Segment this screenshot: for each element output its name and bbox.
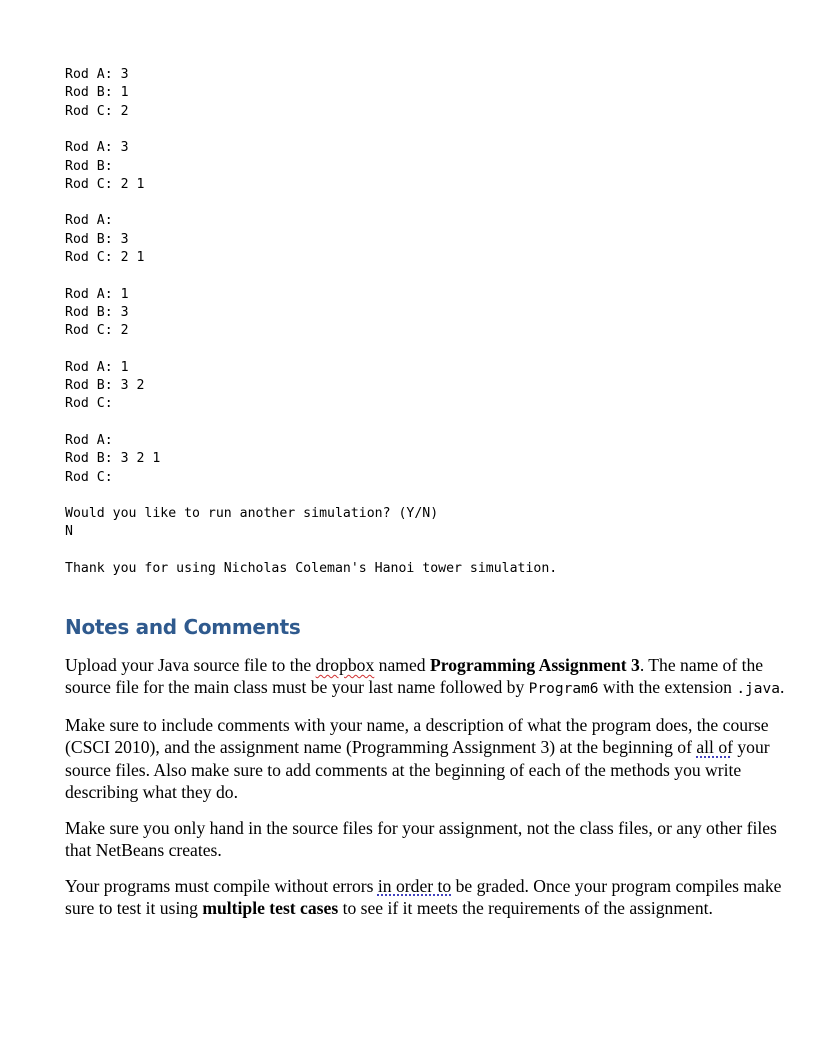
output-line: Rod A: — [65, 432, 113, 448]
output-line: Rod B: 3 2 — [65, 378, 145, 394]
output-line: Rod C: 2 1 — [65, 250, 145, 266]
compile-paragraph: Your programs must compile without errors in order to be graded. Once your program compiles make sure to test it using multiple test cases to see if it meets the requirements of the assignment. — [65, 875, 782, 918]
emphasis-text: multiple test cases — [202, 897, 339, 918]
inline-code: .java — [736, 681, 780, 698]
inline-code: Program6 — [528, 681, 599, 698]
output-prompt-block — [65, 505, 795, 542]
output-line: Rod B: — [65, 158, 113, 174]
output-line: Rod B: 1 — [65, 85, 129, 101]
output-block — [65, 432, 795, 487]
output-goodbye-block — [65, 560, 795, 578]
assignment-name: Programming Assignment 3 — [429, 655, 640, 676]
output-line: Rod A: — [65, 213, 113, 229]
output-line: Rod B: 3 2 1 — [65, 451, 161, 467]
output-line: Rod A: 3 — [65, 140, 129, 156]
output-line: Rod A: 3 — [65, 67, 129, 82]
output-block — [65, 286, 795, 341]
output-line: Rod A: 1 — [65, 286, 129, 302]
output-block — [65, 139, 795, 194]
output-line: Rod C: 2 — [65, 323, 129, 339]
output-line: Thank you for using Nicholas Coleman's Hanoi tower simulation. — [65, 560, 558, 576]
output-block — [65, 359, 795, 414]
output-line: Rod A: 1 — [65, 359, 129, 375]
output-line: Rod C: 2 1 — [65, 176, 145, 192]
output-line: Rod B: 3 — [65, 304, 129, 320]
output-line: Rod C: 2 — [65, 103, 129, 119]
output-block — [65, 66, 795, 121]
output-line: Rod C: — [65, 469, 113, 485]
output-line: Would you like to run another simulation? (Y/N) — [65, 506, 439, 522]
handin-paragraph: Make sure you only hand in the source files for your assignment, not the class files, or any other files that NetBeans creates. — [65, 817, 777, 860]
grammar-flag: in order to — [377, 875, 452, 896]
program-output — [65, 66, 795, 578]
spellcheck-word: dropbox — [315, 655, 375, 676]
output-line: Rod B: 3 — [65, 231, 129, 247]
comments-paragraph: Make sure to include comments with your name, a description of what the program does, the course (CSCI 2010), and the assignment name (Programming Assignment 3) at the beginning of all of your source files. Also make sure to add comments at the beginning of each of the methods you write describing what they do. — [65, 715, 770, 802]
output-block — [65, 212, 795, 267]
output-line: Rod C: — [65, 396, 113, 412]
upload-paragraph: Upload your Java source file to the dropbox named Programming Assignment 3. The name of the source file for the main class must be your last name followed by Program6 with the extension .java. — [65, 655, 785, 698]
output-line: N — [65, 524, 73, 540]
document-page — [65, 66, 795, 933]
section-heading: Notes and Comments — [65, 615, 301, 640]
grammar-flag: all of — [696, 737, 733, 758]
